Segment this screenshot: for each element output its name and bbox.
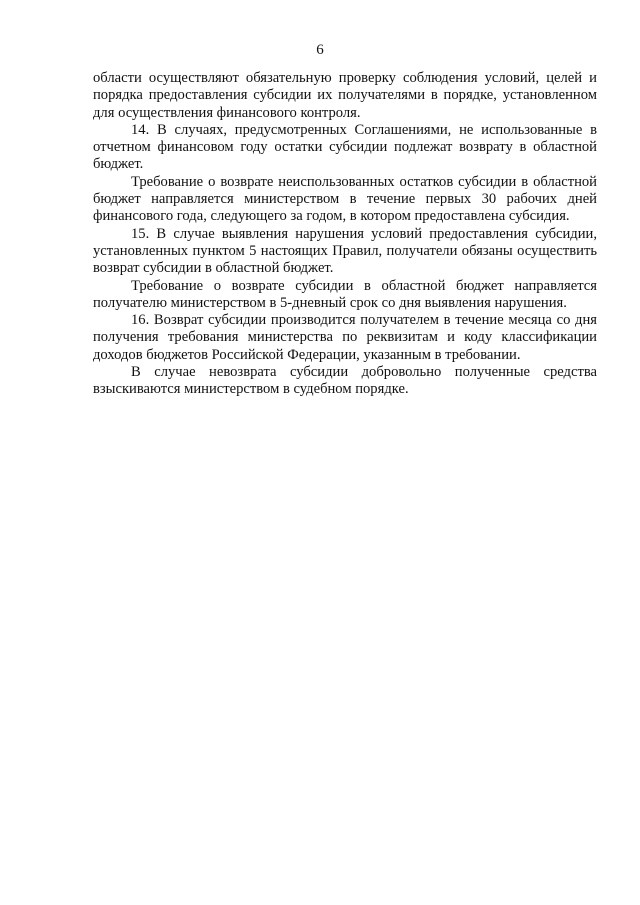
document-body <box>93 70 597 399</box>
paragraph-item-16: 16. Возврат субсидии производится получателем в течение месяца со дня получения требования министерства по реквизитам и коду классификации доходов бюджетов Российской Федерации, указанным в требовании. <box>93 312 597 363</box>
paragraph-court-recovery: В случае невозврата субсидии добровольно полученные средства взыскиваются министерством в судебном порядке. <box>93 364 597 398</box>
paragraph-continuation: области осуществляют обязательную проверку соблюдения условий, целей и порядка предоставления субсидии их получателями в порядке, установленном для осуществления финансового контроля. <box>93 70 597 121</box>
paragraph-return-notice: Требование о возврате субсидии в областной бюджет направляется получателю министерством в 5-дневный срок со дня выявления нарушения. <box>93 277 597 311</box>
paragraph-return-requirement: Требование о возврате неиспользованных остатков субсидии в областной бюджет направляется министерством в течение первых 30 рабочих дней финансового года, следующего за годом, в котором предоставлена субсидия. <box>93 173 597 225</box>
paragraph-item-15: 15. В случае выявления нарушения условий предоставления субсидии, установленных пунктом 5 настоящих Правил, получатели обязаны осуществить возврат субсидии в областной бюджет. <box>93 225 597 277</box>
page-number: 6 <box>316 42 324 58</box>
paragraph-item-14: 14. В случаях, предусмотренных Соглашениями, не использованные в отчетном финансовом году остатки субсидии подлежат возврату в областной бюджет. <box>93 121 597 173</box>
